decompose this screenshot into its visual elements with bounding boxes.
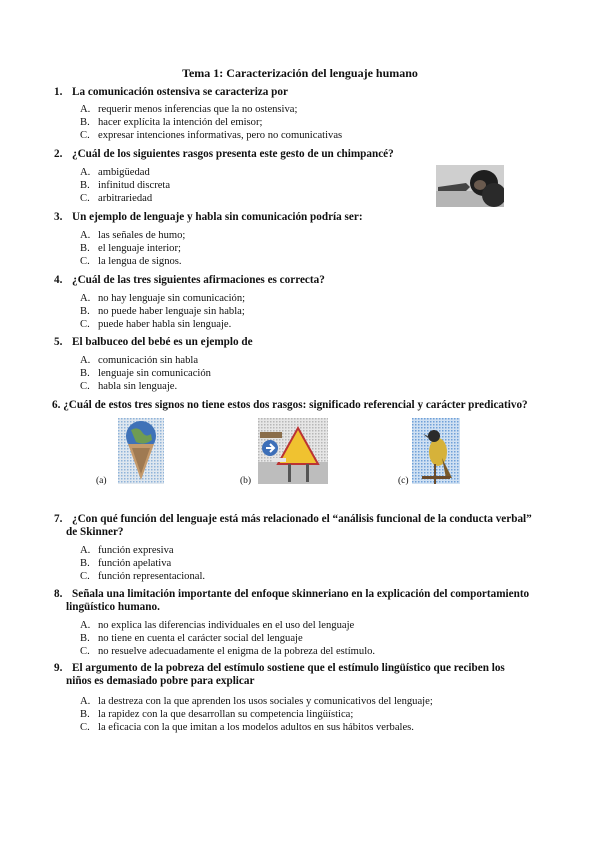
question-5 [54,336,556,349]
caption-b: (b) [240,476,252,486]
option-a: A. función expresiva [80,545,174,556]
question-text: El argumento de la pobreza del estímulo sostiene que el estímulo lingüístico que reciben los [72,662,505,674]
question-8 [54,588,556,614]
question-text: ¿Cuál de los siguientes rasgos presenta este gesto de un chimpancé? [72,148,394,160]
question-number: 1. [54,86,63,98]
question-number: 2. [54,148,63,160]
option-a: A. requerir menos inferencias que la no ostensiva; [80,104,298,115]
question-1-options [80,103,342,142]
option-c: C. la eficacia con la que imitan a los modelos adultos en sus hábitos verbales. [80,722,414,733]
option-c: C. función representacional. [80,571,206,582]
question-3 [54,211,556,224]
question-text-continued: de Skinner? [66,526,124,538]
option-a: A. comunicación sin habla [80,355,199,366]
question-number: 9. [54,662,63,674]
option-c: C. no resuelve adecuadamente el enigma de la pobreza del estímulo. [80,646,376,657]
option-b: B. no puede haber lenguaje sin habla; [80,306,245,317]
option-c: C. arbitrariedad [80,193,153,204]
question-2 [54,148,556,161]
question-4 [54,274,556,287]
option-c: C. expresar intenciones informativas, pero no comunicativas [80,130,343,141]
option-c: C. habla sin lenguaje. [80,381,178,392]
option-b: B. función apelativa [80,558,172,569]
bird-image [412,418,460,484]
caption-c: (c) [398,476,409,486]
question-text: Señala una limitación importante del enfoque skinneriano en la explicación del comportamiento [72,588,530,600]
question-5-options [80,354,211,393]
question-number: 7. [54,513,63,525]
question-2-options [80,166,170,205]
option-b: B. la rapidez con la que desarrollan su competencia lingüística; [80,709,354,720]
option-b: B. lenguaje sin comunicación [80,368,211,379]
question-number: 3. [54,211,63,223]
question-7-options [80,544,205,583]
question-text: El balbuceo del bebé es un ejemplo de [72,336,253,348]
question-4-options [80,292,245,331]
question-text: La comunicación ostensiva se caracteriza por [72,86,288,98]
question-number: 8. [54,588,63,600]
option-b: B. no tiene en cuenta el carácter social del lenguaje [80,633,303,644]
question-text: ¿Cuál de las tres siguientes afirmaciones es correcta? [72,274,325,286]
option-b: B. infinitud discreta [80,180,171,191]
question-3-options [80,229,185,268]
question-number: 5. [54,336,63,348]
option-a: A. las señales de humo; [80,230,186,241]
question-number: 6. [52,399,61,411]
question-text: Un ejemplo de lenguaje y habla sin comunicación podría ser: [72,211,363,223]
chimpanzee-photo [436,165,504,207]
caption-a: (a) [96,476,107,486]
question-7 [54,513,556,539]
question-6 [52,399,564,412]
option-c: C. puede haber habla sin lenguaje. [80,319,232,330]
road-signs-image [258,418,328,484]
question-number: 4. [54,274,63,286]
option-a: A. la destreza con la que aprenden los usos sociales y comunicativos del lenguaje; [80,696,433,707]
question-9 [54,662,556,688]
question-9-options [80,695,433,734]
question-8-options [80,619,375,658]
option-a: A. no hay lenguaje sin comunicación; [80,293,246,304]
option-b: B. hacer explícita la intención del emisor; [80,117,263,128]
question-text-continued: niños es demasiado pobre para explicar [66,675,255,687]
question-text-continued: lingüístico humano. [66,601,160,613]
globe-cone-image [118,418,164,484]
option-a: A. no explica las diferencias individuales en el uso del lenguaje [80,620,355,631]
option-c: C. la lengua de signos. [80,256,182,267]
question-1 [54,86,556,99]
option-b: B. el lenguaje interior; [80,243,181,254]
document-title: Tema 1: Caracterización del lenguaje humano [182,66,418,80]
option-a: A. ambigüedad [80,167,150,178]
question-text: ¿Con qué función del lenguaje está más relacionado el “análisis funcional de la conducta verbal” [72,513,532,525]
question-text: ¿Cuál de estos tres signos no tiene estos dos rasgos: significado referencial y carácter predicativo? [63,399,528,411]
